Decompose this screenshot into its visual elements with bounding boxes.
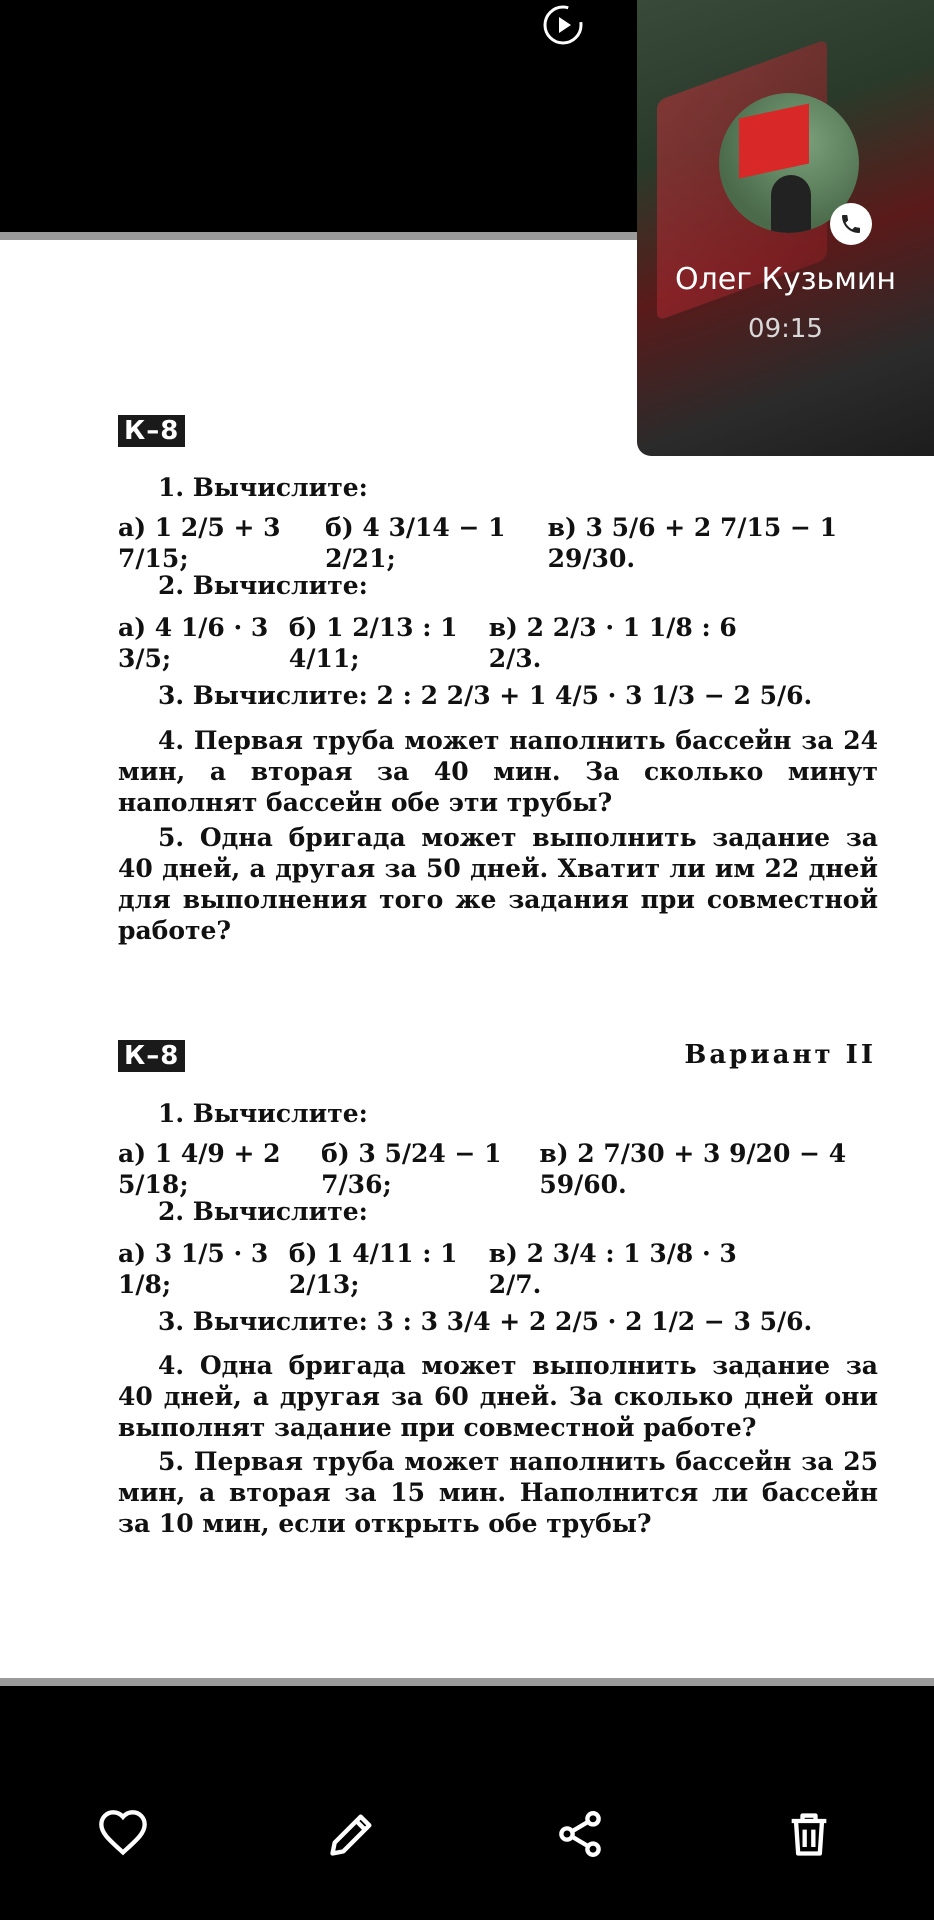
v2-task1-b: б) 3 5/24 − 1 7/36; xyxy=(321,1139,502,1199)
pencil-icon xyxy=(326,1808,378,1860)
call-overlay[interactable] xyxy=(637,0,934,456)
variant-label: Вариант II xyxy=(684,1040,876,1070)
v1-task2-a: а) 4 1/6 · 3 3/5; xyxy=(118,613,269,673)
v2-task2-b: б) 1 4/11 : 1 2/13; xyxy=(288,1239,458,1299)
v2-task5: 5. Первая труба может наполнить бассейн за 25 мин, а вторая за 15 мин. Наполнится ли бассейн за 10 мин, если открыть обе трубы? xyxy=(118,1447,878,1538)
v2-task1-items xyxy=(118,1138,878,1200)
call-time: 09:15 xyxy=(748,314,823,344)
section-badge-1: К–8 xyxy=(118,415,185,447)
section-badge-2: К–8 xyxy=(118,1040,185,1072)
v1-task2-c: в) 2 2/3 · 1 1/8 : 6 2/3. xyxy=(488,613,737,673)
v1-task1-items xyxy=(118,512,878,574)
v1-task1-a: а) 1 2/5 + 3 7/15; xyxy=(118,513,281,573)
v2-task2-a: а) 3 1/5 · 3 1/8; xyxy=(118,1239,269,1299)
bottom-toolbar xyxy=(0,1686,934,1920)
v1-task2-b: б) 1 2/13 : 1 4/11; xyxy=(288,613,458,673)
v2-task2-heading: 2. Вычислите: xyxy=(158,1197,368,1226)
v1-task1-heading: 1. Вычислите: xyxy=(158,473,368,502)
v2-task1-a: а) 1 4/9 + 2 5/18; xyxy=(118,1139,281,1199)
trash-icon xyxy=(783,1808,835,1860)
v1-task1-c: в) 3 5/6 + 2 7/15 − 1 29/30. xyxy=(547,513,838,573)
share-icon xyxy=(554,1808,606,1860)
edit-button[interactable] xyxy=(322,1804,382,1864)
share-button[interactable] xyxy=(550,1804,610,1864)
v2-task1-c: в) 2 7/30 + 3 9/20 − 4 59/60. xyxy=(539,1139,847,1199)
motion-photo-icon[interactable] xyxy=(538,0,588,50)
v1-task2-heading: 2. Вычислите: xyxy=(158,571,368,600)
v2-task3: 3. Вычислите: 3 : 3 3/4 + 2 2/5 · 2 1/2 − 3 5/6. xyxy=(158,1307,813,1336)
v2-task4: 4. Одна бригада может выполнить задание за 40 дней, а другая за 60 дней. За сколько дней они выполнят задание при совместной работе? xyxy=(118,1351,878,1442)
v1-task2-items xyxy=(118,612,738,674)
v2-task2-c: в) 2 3/4 : 1 3/8 · 3 2/7. xyxy=(488,1239,737,1299)
v1-task1-b: б) 4 3/14 − 1 2/21; xyxy=(325,513,506,573)
avatar-flag xyxy=(739,104,809,179)
v1-task4: 4. Первая труба может наполнить бассейн за 24 мин, а вторая за 40 мин. За сколько минут наполнят бассейн обе эти трубы? xyxy=(118,726,878,817)
delete-button[interactable] xyxy=(779,1804,839,1864)
favorite-button[interactable] xyxy=(93,1804,153,1864)
v2-task1-heading: 1. Вычислите: xyxy=(158,1099,368,1128)
v1-task5: 5. Одна бригада может выполнить задание за 40 дней, а другая за 50 дней. Хватит ли им 22 дней для выполнения того же задания при совместной работе? xyxy=(118,823,878,945)
avatar-person xyxy=(771,175,811,233)
v2-task2-items xyxy=(118,1238,738,1300)
v1-task3: 3. Вычислите: 2 : 2 2/3 + 1 4/5 · 3 1/3 − 2 5/6. xyxy=(158,681,813,710)
caller-name: Олег Кузьмин xyxy=(675,262,896,297)
heart-icon xyxy=(97,1808,149,1860)
phone-icon xyxy=(830,203,872,245)
